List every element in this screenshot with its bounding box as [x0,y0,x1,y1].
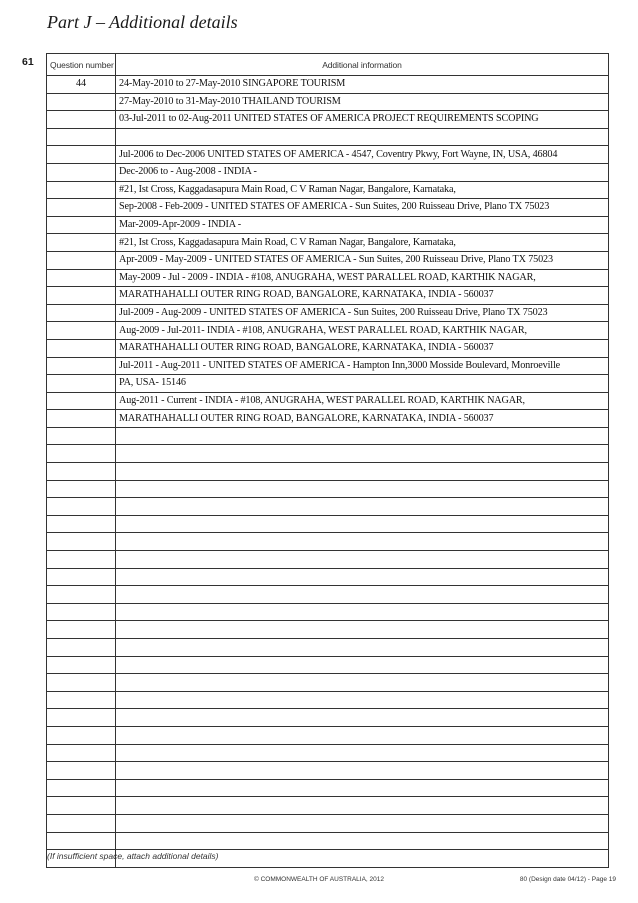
table-row [47,463,609,481]
table-row [47,797,609,815]
table-row [47,287,609,305]
table-row [47,744,609,762]
table-row [47,498,609,516]
table-row [47,128,609,146]
question-number-cell[interactable] [47,674,116,692]
table-row [47,709,609,727]
question-number-cell[interactable] [47,498,116,516]
table-row [47,427,609,445]
question-number-cell[interactable] [47,515,116,533]
question-number-cell[interactable] [47,269,116,287]
question-number-cell[interactable] [47,779,116,797]
table-row [47,234,609,252]
question-number-cell[interactable] [47,427,116,445]
additional-information-cell[interactable]: 27-May-2010 to 31-May-2010 THAILAND TOURISM [116,93,609,111]
additional-information-cell[interactable] [116,797,609,815]
question-number-cell[interactable] [47,480,116,498]
question-number-cell[interactable] [47,832,116,850]
copyright-notice: © COMMONWEALTH OF AUSTRALIA, 2012 [254,876,384,883]
question-number-cell[interactable] [47,744,116,762]
table-row [47,199,609,217]
table-row [47,216,609,234]
question-number-cell[interactable] [47,797,116,815]
additional-information-cell[interactable]: Dec-2006 to - Aug-2008 - INDIA - [116,163,609,181]
table-row [47,93,609,111]
question-number-cell[interactable] [47,568,116,586]
table-row [47,357,609,375]
insufficient-space-note: (If insufficient space, attach additional details) [47,851,219,861]
question-number-cell[interactable] [47,111,116,129]
additional-information-cell[interactable]: May-2009 - Jul - 2009 - INDIA - #108, ANUGRAHA, WEST PARALLEL ROAD, KARTHIK NAGAR, [116,269,609,287]
additional-information-cell[interactable]: MARATHAHALLI OUTER RING ROAD, BANGALORE, KARNATAKA, INDIA - 560037 [116,410,609,428]
additional-information-cell[interactable] [116,480,609,498]
additional-information-cell[interactable]: Aug-2009 - Jul-2011- INDIA - #108, ANUGRAHA, WEST PARALLEL ROAD, KARTHIK NAGAR, [116,322,609,340]
table-row [47,551,609,569]
table-row [47,480,609,498]
additional-information-cell[interactable] [116,515,609,533]
question-number-cell[interactable] [47,339,116,357]
question-number-cell[interactable] [47,463,116,481]
additional-information-cell[interactable] [116,744,609,762]
question-number-cell[interactable] [47,709,116,727]
question-number-cell[interactable] [47,726,116,744]
additional-information-cell[interactable] [116,814,609,832]
column-header-additional-information: Additional information [116,54,609,76]
table-row [47,339,609,357]
question-number-cell[interactable] [47,533,116,551]
question-number-cell[interactable] [47,128,116,146]
additional-information-cell[interactable]: Mar-2009-Apr-2009 - INDIA - [116,216,609,234]
additional-information-cell[interactable] [116,463,609,481]
additional-information-cell[interactable] [116,586,609,604]
column-header-question-number: Question number [47,54,116,76]
additional-information-cell[interactable] [116,603,609,621]
table-row [47,76,609,94]
additional-information-cell[interactable]: PA, USA- 15146 [116,375,609,393]
table-row [47,251,609,269]
table-row [47,779,609,797]
table-row [47,568,609,586]
question-number-cell[interactable] [47,304,116,322]
table-row [47,726,609,744]
question-number-cell[interactable] [47,234,116,252]
additional-information-cell[interactable] [116,498,609,516]
question-number-cell[interactable] [47,586,116,604]
question-number-cell[interactable] [47,551,116,569]
additional-information-cell[interactable] [116,128,609,146]
additional-information-cell[interactable]: #21, Ist Cross, Kaggadasapura Main Road, C V Raman Nagar, Bangalore, Karnataka, [116,234,609,252]
additional-information-cell[interactable]: MARATHAHALLI OUTER RING ROAD, BANGALORE, KARNATAKA, INDIA - 560037 [116,339,609,357]
question-number-cell[interactable] [47,603,116,621]
table-row [47,639,609,657]
question-number-cell[interactable] [47,216,116,234]
question-number-cell[interactable] [47,322,116,340]
additional-information-cell[interactable] [116,621,609,639]
additional-information-cell[interactable]: Jul-2011 - Aug-2011 - UNITED STATES OF AMERICA - Hampton Inn,3000 Mosside Boulevard, Monroeville [116,357,609,375]
question-number-cell[interactable] [47,199,116,217]
additional-information-cell[interactable] [116,709,609,727]
question-number-cell[interactable] [47,181,116,199]
additional-information-cell[interactable]: 03-Jul-2011 to 02-Aug-2011 UNITED STATES OF AMERICA PROJECT REQUIREMENTS SCOPING [116,111,609,129]
part-title: Part J – Additional details [47,12,238,32]
table-row [47,445,609,463]
additional-information-cell[interactable] [116,674,609,692]
additional-information-cell[interactable]: #21, Ist Cross, Kaggadasapura Main Road, C V Raman Nagar, Bangalore, Karnataka, [116,181,609,199]
table-row [47,322,609,340]
additional-information-cell[interactable] [116,568,609,586]
table-row [47,269,609,287]
question-number-cell[interactable] [47,639,116,657]
table-row [47,181,609,199]
table-row [47,375,609,393]
table-row [47,621,609,639]
additional-information-cell[interactable]: Aug-2011 - Current - INDIA - #108, ANUGRAHA, WEST PARALLEL ROAD, KARTHIK NAGAR, [116,392,609,410]
question-number-cell[interactable]: 44 [47,76,116,94]
question-number-cell[interactable] [47,251,116,269]
table-row [47,674,609,692]
table-row [47,163,609,181]
table-row [47,691,609,709]
table-row [47,111,609,129]
question-number-cell[interactable] [47,410,116,428]
table-row [47,762,609,780]
additional-information-cell[interactable] [116,427,609,445]
additional-information-cell[interactable] [116,762,609,780]
question-number-cell[interactable] [47,375,116,393]
question-number-cell[interactable] [47,146,116,164]
additional-information-cell[interactable] [116,779,609,797]
question-number-cell[interactable] [47,287,116,305]
additional-information-cell[interactable] [116,656,609,674]
additional-information-cell[interactable]: Jul-2006 to Dec-2006 UNITED STATES OF AMERICA - 4547, Coventry Pkwy, Fort Wayne, IN, USA, 46804 [116,146,609,164]
additional-information-cell[interactable]: Jul-2009 - Aug-2009 - UNITED STATES OF AMERICA - Sun Suites, 200 Ruisseau Drive, Plano TX 75023 [116,304,609,322]
table-body [47,76,609,868]
question-number-cell[interactable] [47,621,116,639]
additional-information-cell[interactable]: 24-May-2010 to 27-May-2010 SINGAPORE TOURISM [116,76,609,94]
additional-information-cell[interactable]: Apr-2009 - May-2009 - UNITED STATES OF AMERICA - Sun Suites, 200 Ruisseau Drive, Plano TX 75023 [116,251,609,269]
table-header-row [47,54,609,76]
table-row [47,392,609,410]
additional-information-cell[interactable] [116,726,609,744]
table-row [47,304,609,322]
question-number-cell[interactable] [47,691,116,709]
table-row [47,586,609,604]
question-number-cell[interactable] [47,357,116,375]
question-number-cell[interactable] [47,445,116,463]
table-row [47,533,609,551]
table-row [47,603,609,621]
additional-information-cell[interactable]: Sep-2008 - Feb-2009 - UNITED STATES OF AMERICA - Sun Suites, 200 Ruisseau Drive, Plano TX 75023 [116,199,609,217]
question-number-cell[interactable] [47,93,116,111]
additional-information-cell[interactable] [116,832,609,850]
additional-details-table [46,53,609,868]
additional-information-cell[interactable] [116,691,609,709]
table-row [47,814,609,832]
additional-information-cell[interactable] [116,533,609,551]
page-info: 80 (Design date 04/12) - Page 19 [519,876,616,883]
table-row [47,656,609,674]
question-number-cell[interactable] [47,656,116,674]
question-number-cell[interactable] [47,163,116,181]
table-row [47,832,609,850]
table-row [47,410,609,428]
additional-information-cell[interactable] [116,639,609,657]
table-row [47,515,609,533]
question-number-cell[interactable] [47,814,116,832]
additional-information-cell[interactable]: MARATHAHALLI OUTER RING ROAD, BANGALORE, KARNATAKA, INDIA - 560037 [116,287,609,305]
table-row [47,146,609,164]
question-number-label: 61 [22,56,34,68]
additional-information-cell[interactable] [116,551,609,569]
question-number-cell[interactable] [47,762,116,780]
additional-information-cell[interactable] [116,445,609,463]
question-number-cell[interactable] [47,392,116,410]
